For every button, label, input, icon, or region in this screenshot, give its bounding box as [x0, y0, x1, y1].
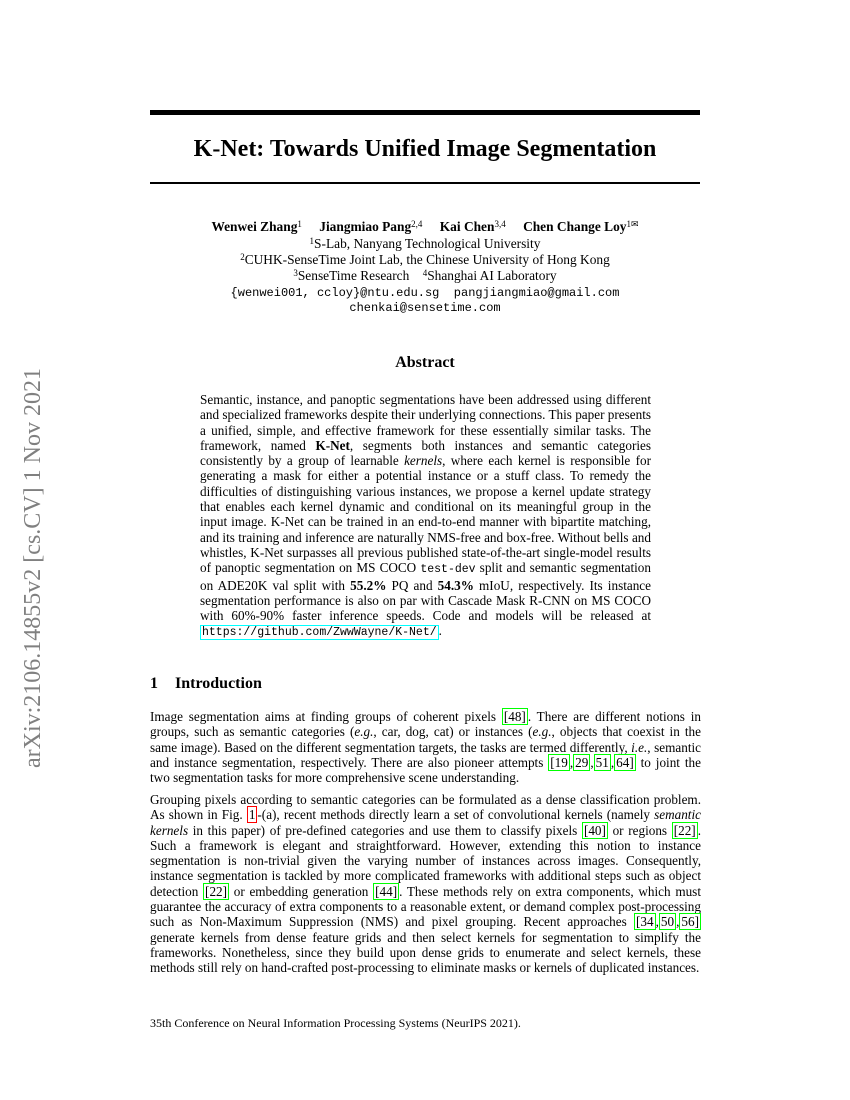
figure-link[interactable]: 1: [248, 807, 256, 823]
citation-link[interactable]: 51: [595, 754, 609, 770]
section-heading-introduction: 1 Introduction: [150, 675, 262, 692]
citation-link[interactable]: [34: [636, 914, 654, 930]
author-name: Wenwei Zhang$^1$: [211, 219, 302, 234]
citation-link[interactable]: 50: [660, 914, 675, 930]
author-list: [150, 219, 700, 235]
citation-link[interactable]: [48]: [503, 709, 526, 724]
citation-link[interactable]: [44]: [375, 883, 398, 899]
code-link[interactable]: https://github.com/ZwwWayne/K-Net/: [202, 626, 437, 640]
citation-link[interactable]: 64]: [616, 754, 634, 770]
author-name: Kai Chen$^{3,4}$: [439, 219, 506, 234]
citation-link[interactable]: [40]: [583, 822, 606, 838]
intro-paragraph-1: Image segmentation aims at finding groups of coherent pixels [48] . There are different notions in groups, such as semantic categories (e.g., car, dog, cat) or instances (e.g., objects that coexist in the same image). Based on the different segmentation targets, the tasks are termed differently, i.e., semantic and instance segmentation, respectively. There are also pioneer attempts [19 , 29 , 51 , 64] to joint the two segmentation tasks for more comprehensive scene understanding.: [150, 709, 701, 786]
abstract-heading: Abstract: [395, 354, 455, 371]
title-top-rule: [150, 110, 700, 115]
citation-link[interactable]: 29: [575, 754, 589, 770]
paper-title: K-Net: Towards Unified Image Segmentation: [193, 136, 657, 162]
citation-link[interactable]: 56]: [681, 914, 699, 930]
author-name: Chen Change Loy$^{1✉}$: [523, 219, 639, 234]
abstract-body: Semantic, instance, and panoptic segmentations have been addressed using different and specialized frameworks despite their underlying connections. This paper presents a unified, simple, and effective framework for these essentially similar tasks. The framework, named K-Net, segments both instances and semantic categories consistently by a group of learnable kernels, where each kernel is responsible for generating a mask for either a potential instance or a stuff class. To remedy the difficulties of distinguishing various instances, we propose a kernel update strategy that enables each kernel dynamic and conditional on its meaningful group in the input image. K-Net can be trained in an end-to-end manner with bipartite matching, and its training and inference are naturally NMS-free and box-free. Without bells and whistles, K-Net surpasses all previous published state-of-the-art single-model results of panoptic segmentation on MS COCO test-dev split and semantic segmentation on ADE20K val split with 55.2% PQ and 54.3% mIoU, respectively. Its instance segmentation performance is also on par with Cascade Mask R-CNN on MS COCO with 60%-90% faster inference speeds. Code and models will be released at https://github.com/ZwwWayne/K-Net/ .: [200, 392, 652, 640]
affiliation-2: $^2$CUHK-SenseTime Joint Lab, the Chinese University of Hong Kong: [240, 252, 610, 267]
author-emails: {wenwei001, ccloy}@ntu.edu.sg pangjiangmiao@gmail.com: [230, 286, 620, 300]
title-bottom-rule: [150, 182, 700, 184]
author-name: Jiangmiao Pang$^{2,4}$: [319, 219, 423, 234]
citation-link[interactable]: [22]: [673, 822, 696, 838]
affiliation-3-4: $^3$SenseTime Research $^4$Shanghai AI Laboratory: [293, 268, 557, 283]
citation-link[interactable]: [22]: [205, 883, 228, 899]
affiliation-1: $^1$S-Lab, Nanyang Technological University: [309, 236, 541, 251]
author-email-2: chenkai@sensetime.com: [349, 301, 501, 315]
arxiv-sidebar-id: arXiv:2106.14855v2 [cs.CV] 1 Nov 2021: [20, 368, 46, 768]
conference-footer: 35th Conference on Neural Information Processing Systems (NeurIPS 2021).: [150, 1016, 521, 1030]
citation-link[interactable]: [19: [550, 754, 568, 770]
intro-paragraph-2: Grouping pixels according to semantic categories can be formulated as a dense classification problem. As shown in Fig. 1 -(a), recent methods directly learn a set of convolutional kernels (namely semantic kernels in this paper) of pre-defined categories and use them to classify pixels [40] or regions [22] . Such a framework is elegant and straightforward. However, extending this notion to instance segmentation is non-trivial given the varying number of instances across images. Consequently, instance segmentation is tackled by more complicated frameworks with additional steps such as object detection [22] or embedding generation [44] . These methods rely on extra components, which must guarantee the accuracy of extra components to a reasonable extent, or demand complex post-processing such as Non-Maximum Suppression (NMS) and pixel grouping. Recent approaches [34 , 50 , 56] generate kernels from dense feature grids and then select kernels for segmentation to simplify the frameworks. Nonetheless, since they build upon dense grids to enumerate and select kernels, these methods still rely on hand-crafted post-processing to eliminate masks or kernels of duplicated instances.: [150, 792, 701, 976]
